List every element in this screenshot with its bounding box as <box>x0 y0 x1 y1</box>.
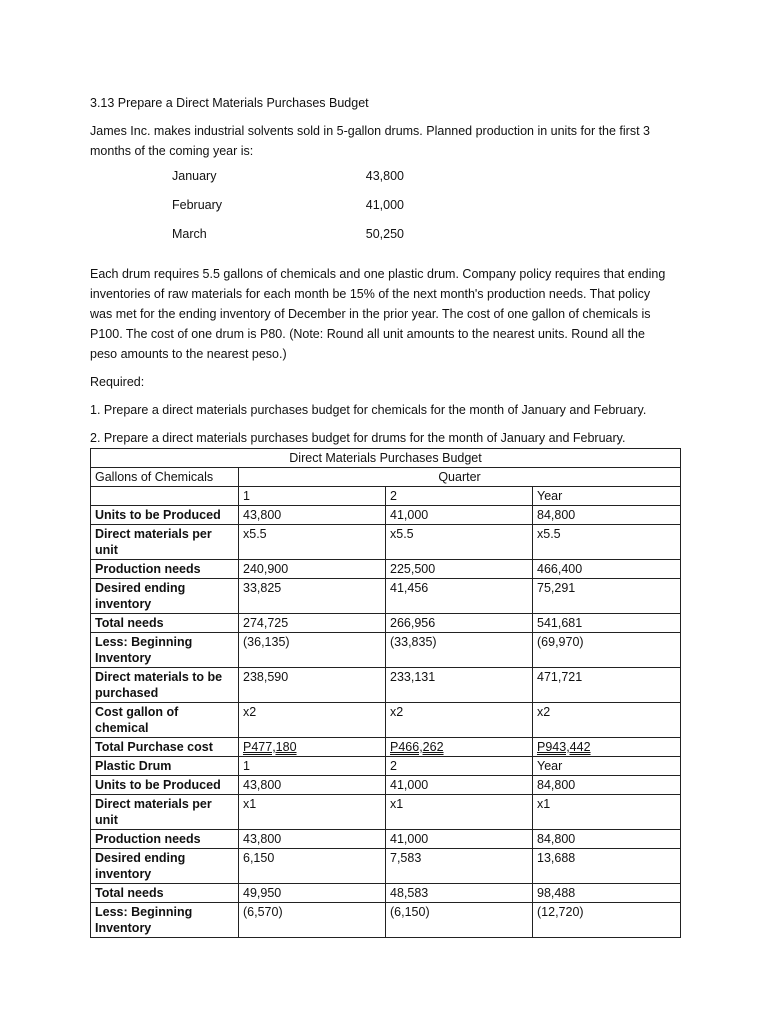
policy-line: inventories of raw materials for each month be 15% of the next month's production needs. That policy <box>90 287 651 301</box>
cell-col-3: P943,442 <box>533 738 681 757</box>
production-units: 41,000 <box>365 198 404 212</box>
row-label: Direct materials per unit <box>91 795 239 830</box>
budget-body <box>91 487 681 938</box>
cell-col-3: 13,688 <box>533 849 681 884</box>
row-label: Units to be Produced <box>91 506 239 525</box>
production-schedule <box>172 169 404 256</box>
cell-col-3: 84,800 <box>533 506 681 525</box>
table-row <box>91 795 681 830</box>
policy-line: peso amounts to the nearest peso.) <box>90 347 287 361</box>
table-row <box>91 668 681 703</box>
row-label: Plastic Drum <box>91 757 239 776</box>
cell-col-1: 1 <box>239 487 386 506</box>
cell-col-1: 49,950 <box>239 884 386 903</box>
cell-col-3: Year <box>533 757 681 776</box>
cell-col-1: x2 <box>239 703 386 738</box>
table-row <box>91 757 681 776</box>
cell-col-3: 466,400 <box>533 560 681 579</box>
production-units: 43,800 <box>365 169 404 183</box>
table-row <box>91 884 681 903</box>
row-label: Desired ending inventory <box>91 849 239 884</box>
cell-col-3: 98,488 <box>533 884 681 903</box>
row-label: Less: Beginning Inventory <box>91 903 239 938</box>
cell-col-2: x5.5 <box>386 525 533 560</box>
table-row <box>91 830 681 849</box>
cell-col-1: 43,800 <box>239 506 386 525</box>
production-month: March <box>172 227 207 241</box>
table-row <box>91 560 681 579</box>
cell-col-2: 41,456 <box>386 579 533 614</box>
production-month: January <box>172 169 217 183</box>
intro-line: James Inc. makes industrial solvents sold in 5-gallon drums. Planned production in units for the first 3 <box>90 124 650 138</box>
table-row <box>91 738 681 757</box>
cell-col-2: P466,262 <box>386 738 533 757</box>
cell-col-3: 75,291 <box>533 579 681 614</box>
row-label: Production needs <box>91 560 239 579</box>
intro-line: months of the coming year is: <box>90 144 254 158</box>
cell-col-3: 471,721 <box>533 668 681 703</box>
budget-table <box>90 448 681 938</box>
cell-col-1: (36,135) <box>239 633 386 668</box>
cell-col-3: Year <box>533 487 681 506</box>
cell-col-1: 274,725 <box>239 614 386 633</box>
table-row <box>91 903 681 938</box>
policy-line: Each drum requires 5.5 gallons of chemicals and one plastic drum. Company policy requires that ending <box>90 267 666 281</box>
cell-col-1: x1 <box>239 795 386 830</box>
cell-col-3: x1 <box>533 795 681 830</box>
table-row <box>91 487 681 506</box>
row-label <box>91 487 239 506</box>
row-label: Total needs <box>91 884 239 903</box>
table-row <box>91 849 681 884</box>
document-page <box>90 93 690 456</box>
row-label: Direct materials to be purchased <box>91 668 239 703</box>
row-label: Units to be Produced <box>91 776 239 795</box>
cell-col-2: 7,583 <box>386 849 533 884</box>
cell-col-2: 2 <box>386 757 533 776</box>
production-row <box>172 169 404 198</box>
cell-col-2: (6,150) <box>386 903 533 938</box>
cell-col-2: 41,000 <box>386 506 533 525</box>
cell-col-1: x5.5 <box>239 525 386 560</box>
cell-col-1: 1 <box>239 757 386 776</box>
table-row <box>91 776 681 795</box>
policy-line: P100. The cost of one drum is P80. (Note: Round all unit amounts to the nearest units. Round all the <box>90 327 645 341</box>
cell-col-3: 84,800 <box>533 830 681 849</box>
cell-col-1: 6,150 <box>239 849 386 884</box>
cell-col-1: 43,800 <box>239 830 386 849</box>
cell-col-3: (12,720) <box>533 903 681 938</box>
cell-col-1: 238,590 <box>239 668 386 703</box>
intro-paragraph <box>90 121 690 161</box>
policy-paragraph <box>90 264 690 364</box>
table-title: Direct Materials Purchases Budget <box>91 449 681 468</box>
cell-col-2: 266,956 <box>386 614 533 633</box>
cell-col-2: 233,131 <box>386 668 533 703</box>
table-row <box>91 614 681 633</box>
row-label: Direct materials per unit <box>91 525 239 560</box>
cell-col-1: (6,570) <box>239 903 386 938</box>
cell-col-1: 33,825 <box>239 579 386 614</box>
cell-col-2: (33,835) <box>386 633 533 668</box>
table-title-row <box>91 449 681 468</box>
row-label: Production needs <box>91 830 239 849</box>
table-row <box>91 525 681 560</box>
header-group: Quarter <box>239 468 681 487</box>
row-label: Desired ending inventory <box>91 579 239 614</box>
production-month: February <box>172 198 223 212</box>
table-row <box>91 703 681 738</box>
cell-col-2: x1 <box>386 795 533 830</box>
policy-line: was met for the ending inventory of December in the prior year. The cost of one gallon of chemicals is <box>90 307 651 321</box>
cell-col-2: 225,500 <box>386 560 533 579</box>
production-units: 50,250 <box>365 227 404 241</box>
table-row <box>91 633 681 668</box>
cell-col-3: 84,800 <box>533 776 681 795</box>
cell-col-1: 43,800 <box>239 776 386 795</box>
cell-col-2: 2 <box>386 487 533 506</box>
requirement-item: 2. Prepare a direct materials purchases budget for drums for the month of January and February. <box>90 431 626 445</box>
production-row <box>172 227 404 256</box>
cell-col-3: x2 <box>533 703 681 738</box>
row-label: Cost gallon of chemical <box>91 703 239 738</box>
cell-col-1: 240,900 <box>239 560 386 579</box>
page-title: 3.13 Prepare a Direct Materials Purchases Budget <box>90 96 369 110</box>
cell-col-3: 541,681 <box>533 614 681 633</box>
cell-col-3: (69,970) <box>533 633 681 668</box>
row-label: Less: Beginning Inventory <box>91 633 239 668</box>
table-row <box>91 579 681 614</box>
row-label: Total Purchase cost <box>91 738 239 757</box>
required-label: Required: <box>90 375 145 389</box>
header-label: Gallons of Chemicals <box>91 468 239 487</box>
requirement-item: 1. Prepare a direct materials purchases budget for chemicals for the month of January and February. <box>90 403 647 417</box>
table-row <box>91 506 681 525</box>
production-row <box>172 198 404 227</box>
table-header-row <box>91 468 681 487</box>
cell-col-2: 48,583 <box>386 884 533 903</box>
cell-col-3: x5.5 <box>533 525 681 560</box>
row-label: Total needs <box>91 614 239 633</box>
cell-col-2: 41,000 <box>386 776 533 795</box>
cell-col-2: 41,000 <box>386 830 533 849</box>
cell-col-1: P477,180 <box>239 738 386 757</box>
cell-col-2: x2 <box>386 703 533 738</box>
